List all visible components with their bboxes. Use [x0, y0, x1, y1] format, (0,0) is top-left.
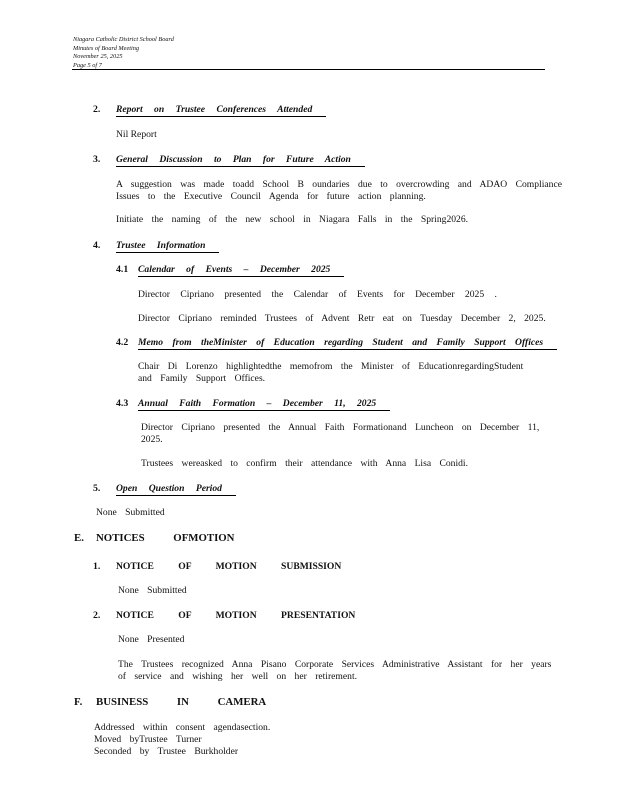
item-4-2-para1b: and Family Support Offices.	[138, 373, 266, 384]
item-4-number: 4.	[93, 240, 101, 251]
item-2-title: Report on Trustee Conferences Attended	[116, 104, 326, 117]
item-4-1-title: Calendar of Events – December 2025	[138, 264, 344, 277]
item-3-para2: Initiate the naming of the new school in Niagara Falls in the Spring2026.	[116, 214, 469, 225]
e1-title: NOTICE OF MOTION SUBMISSION	[116, 561, 342, 572]
item-5-text: None Submitted	[96, 507, 165, 518]
item-2-number: 2.	[93, 104, 101, 115]
item-4-2-title: Memo from theMinister of Education regarding Student and Family Support Offices	[138, 337, 557, 350]
item-4-1-para1: Director Cipriano presented the Calendar of Events for December 2025 .	[138, 289, 497, 300]
item-3-para1a: A suggestion was made toadd School B oundaries due to overcrowding and ADAO Compliance	[116, 179, 562, 190]
e2-para1b: of service and wishing her well on her retirement.	[118, 671, 358, 682]
section-e-letter: E.	[74, 532, 84, 544]
item-2-text: Nil Report	[116, 129, 157, 140]
header-title: Minutes of Board Meeting	[73, 44, 140, 52]
item-5-number: 5.	[93, 483, 101, 494]
item-4-3-para1a: Director Cipriano presented the Annual Faith Formationand Luncheon on December 11,	[141, 422, 540, 433]
item-3-number: 3.	[93, 154, 101, 165]
e2-number: 2.	[93, 610, 101, 621]
item-4-3-number: 4.3	[116, 398, 129, 409]
e2-para1a: The Trustees recognized Anna Pisano Corporate Services Administrative Assistant for her years	[118, 659, 552, 670]
section-f-line3: Seconded by Trustee Burkholder	[94, 746, 239, 757]
item-4-2-para1a: Chair Di Lorenzo highlightedthe memofrom the Minister of EducationregardingStudent	[138, 361, 524, 372]
e1-text: None Submitted	[118, 585, 187, 596]
item-4-title: Trustee Information	[116, 240, 219, 253]
item-4-3-para1b: 2025.	[141, 434, 163, 445]
item-4-1-para2: Director Cipriano reminded Trustees of Advent Retr eat on Tuesday December 2, 2025.	[138, 313, 546, 324]
section-f-letter: F.	[74, 696, 83, 708]
item-5-title: Open Question Period	[116, 483, 236, 496]
item-4-2-number: 4.2	[116, 337, 129, 348]
section-f-title: BUSINESS IN CAMERA	[96, 696, 267, 708]
item-3-para1b: Issues to the Executive Council Agenda for future action planning.	[116, 191, 426, 202]
header-date: November 25, 2025	[73, 53, 123, 60]
item-4-1-number: 4.1	[116, 264, 129, 275]
section-e-title: NOTICES OFMOTION	[96, 532, 235, 544]
e1-number: 1.	[93, 561, 101, 572]
e2-title: NOTICE OF MOTION PRESENTATION	[116, 610, 356, 621]
section-f-line1: Addressed within consent agendasection.	[94, 722, 271, 733]
item-4-3-para2: Trustees wereasked to confirm their attendance with Anna Lisa Conidi.	[141, 458, 468, 469]
section-f-line2: Moved byTrustee Turner	[94, 734, 202, 745]
e2-text: None Presented	[118, 634, 185, 645]
header-page: Page 5 of 7	[73, 61, 102, 69]
header-org: Niagara Catholic District School Board	[73, 36, 174, 43]
header-rule	[72, 69, 545, 70]
item-3-title: General Discussion to Plan for Future Action	[116, 154, 365, 167]
item-4-3-title: Annual Faith Formation – December 11, 2025	[138, 398, 390, 411]
